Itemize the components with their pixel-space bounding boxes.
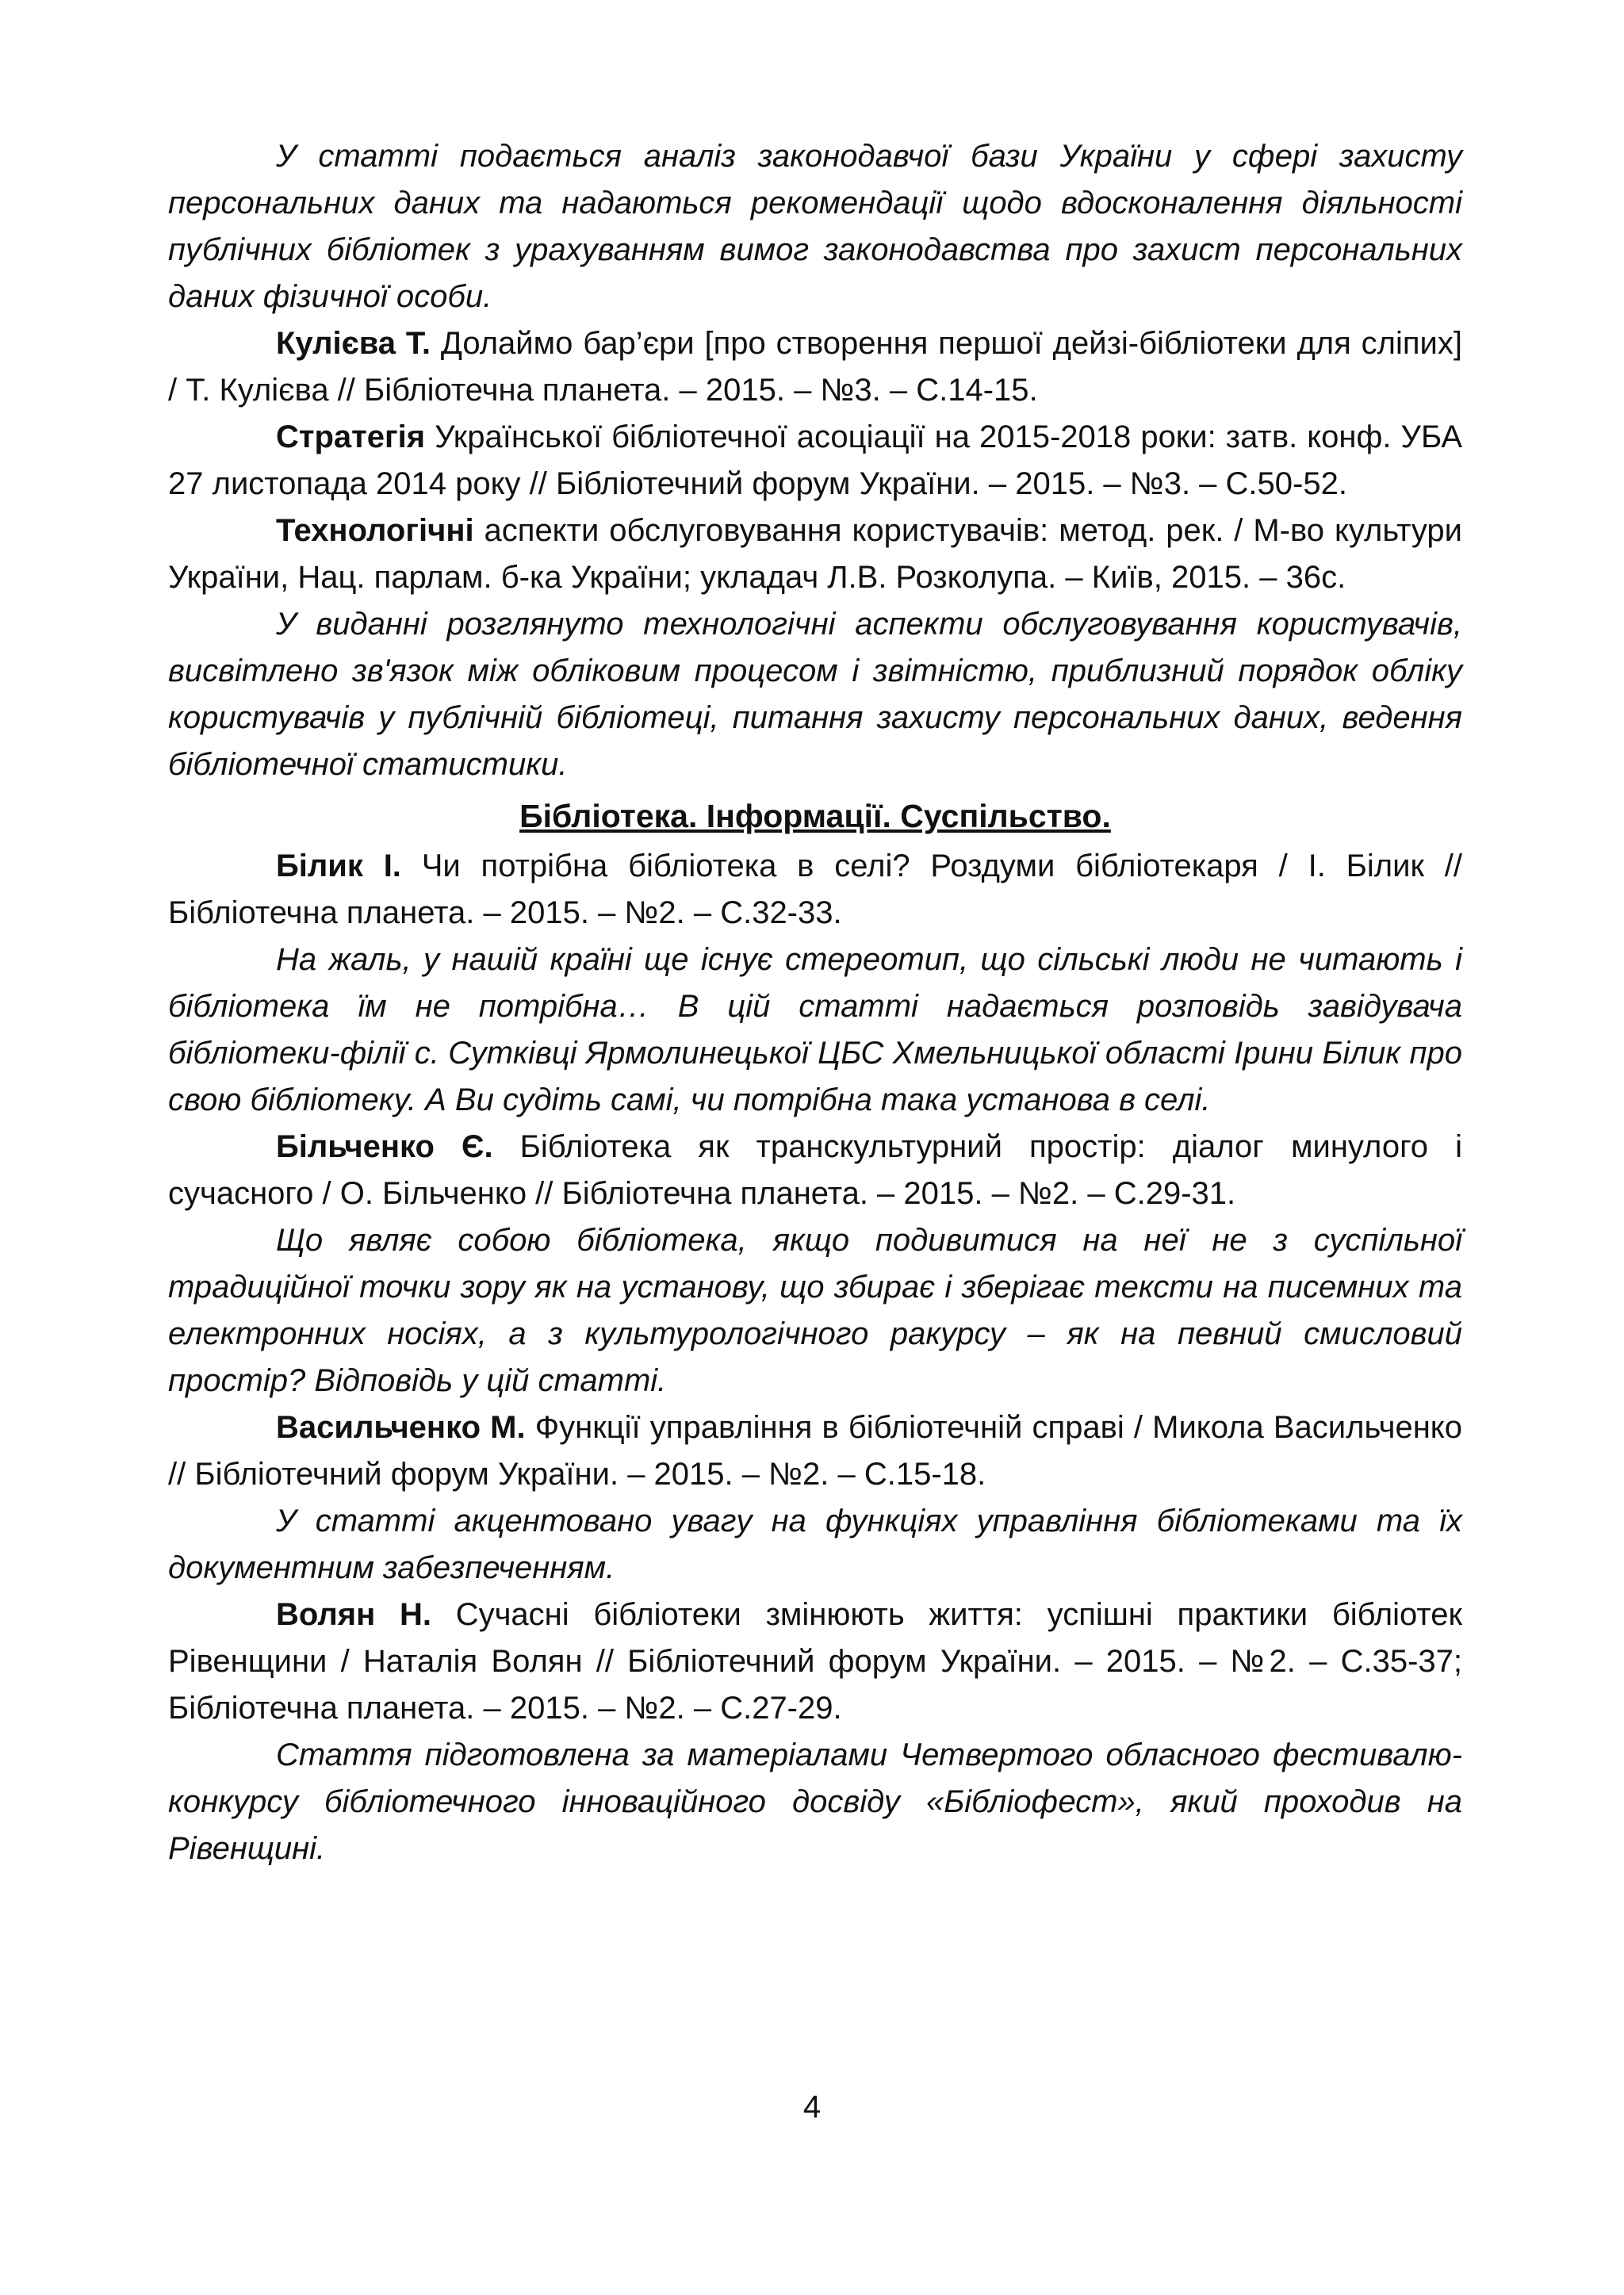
annotation-vasylchenko: У статті акцентовано увагу на функціях управління бібліотеками та їх документним забезпеченням. [168,1504,1462,1585]
entry-citation: Функції управління в бібліотечній справі / Микола Васильченко // Бібліотечний форум України. – 2015. – №2. – С.15-18. [168,1410,1462,1492]
annotation-technological: У виданні розглянуто технологічні аспекти обслуговування користувачів, висвітлено зв'язок між обліковим процесом і звітністю, приблизний порядок обліку користувачів у публічній бібліотеці, питання захисту персональних даних, ведення бібліотечної статистики. [168,607,1462,782]
section-heading: Бібліотека. Інформації. Суспільство. [519,798,1111,834]
bib-entry-bilyk [168,843,1462,937]
annotation-bilchenko: Що являє собою бібліотека, якщо подивитися на неї не з суспільної традиційної точки зору як на установу, що збирає і зберігає тексти на писемних та електронних носіях, а з культурологічного ракурсу – як на певний смисловий простір? Відповідь у цій статті. [168,1223,1462,1398]
page-number: 4 [802,2090,822,2125]
bib-entry-kulieva [168,320,1462,414]
entry-author: Технологічні [276,513,474,548]
entry-citation: Української бібліотечної асоціації на 2015-2018 роки: затв. конф. УБА 27 листопада 2014 року // Бібліотечний форум України. – 2015. – №3. – С.50-52. [168,420,1462,501]
document-page [168,133,1462,1872]
entry-author: Волян Н. [276,1597,431,1632]
annotation-bilyk: На жаль, у нашій країні ще існує стереотип, що сільські люди не читають і бібліотека їм не потрібна… В цій статті надається розповідь завідувача бібліотеки-філії с. Сутківці Ярмолинецької ЦБС Хмельницької області Ірини Білик про свою бібліотеку. А Ви судіть самі, чи потрібна така установа в селі. [168,942,1462,1117]
entry-author: Васильченко М. [276,1410,526,1445]
entry-author: Більченко Є. [276,1129,493,1164]
entry-citation: Долаймо бар’єри [про створення першої дейзі-бібліотеки для сліпих] / Т. Кулієва // Бібліотечна планета. – 2015. – №3. – С.14-15. [168,326,1462,408]
entry-author: Кулієва Т. [276,326,431,361]
annotation-personal-data: У статті подається аналіз законодавчої бази України у сфері захисту персональних даних та надаються рекомендації щодо вдосконалення діяльності публічних бібліотек з урахуванням вимог законодавства про захист персональних даних фізичної особи. [168,139,1462,314]
bib-entry-vasylchenko [168,1404,1462,1498]
entry-citation: Чи потрібна бібліотека в селі? Роздуми бібліотекаря / І. Білик // Бібліотечна планета. – 2015. – №2. – С.32-33. [168,849,1462,930]
entry-citation: Бібліотека як транскультурний простір: діалог минулого і сучасного / О. Більченко // Бібліотечна планета. – 2015. – №2. – С.29-31. [168,1129,1462,1211]
entry-citation: аспекти обслуговування користувачів: метод. рек. / М-во культури України, Нац. парлам. б-ка України; укладач Л.В. Розколупа. – Київ, 2015. – 36с. [168,513,1462,595]
entry-author: Білик І. [276,849,401,883]
bib-entry-volian [168,1592,1462,1732]
bib-entry-strategy [168,414,1462,508]
annotation-volian: Стаття підготовлена за матеріалами Четвертого обласного фестивалю-конкурсу бібліотечного інноваційного досвіду «Бібліофест», який проходив на Рівенщині. [168,1738,1462,1866]
entry-author: Стратегія [276,420,426,454]
entry-citation: Сучасні бібліотеки змінюють життя: успішні практики бібліотек Рівенщини / Наталія Волян // Бібліотечний форум України. – 2015. – №2. – С.35-37; Бібліотечна планета. – 2015. – №2. – С.27-29. [168,1597,1462,1726]
bib-entry-technological [168,508,1462,601]
bib-entry-bilchenko [168,1124,1462,1217]
